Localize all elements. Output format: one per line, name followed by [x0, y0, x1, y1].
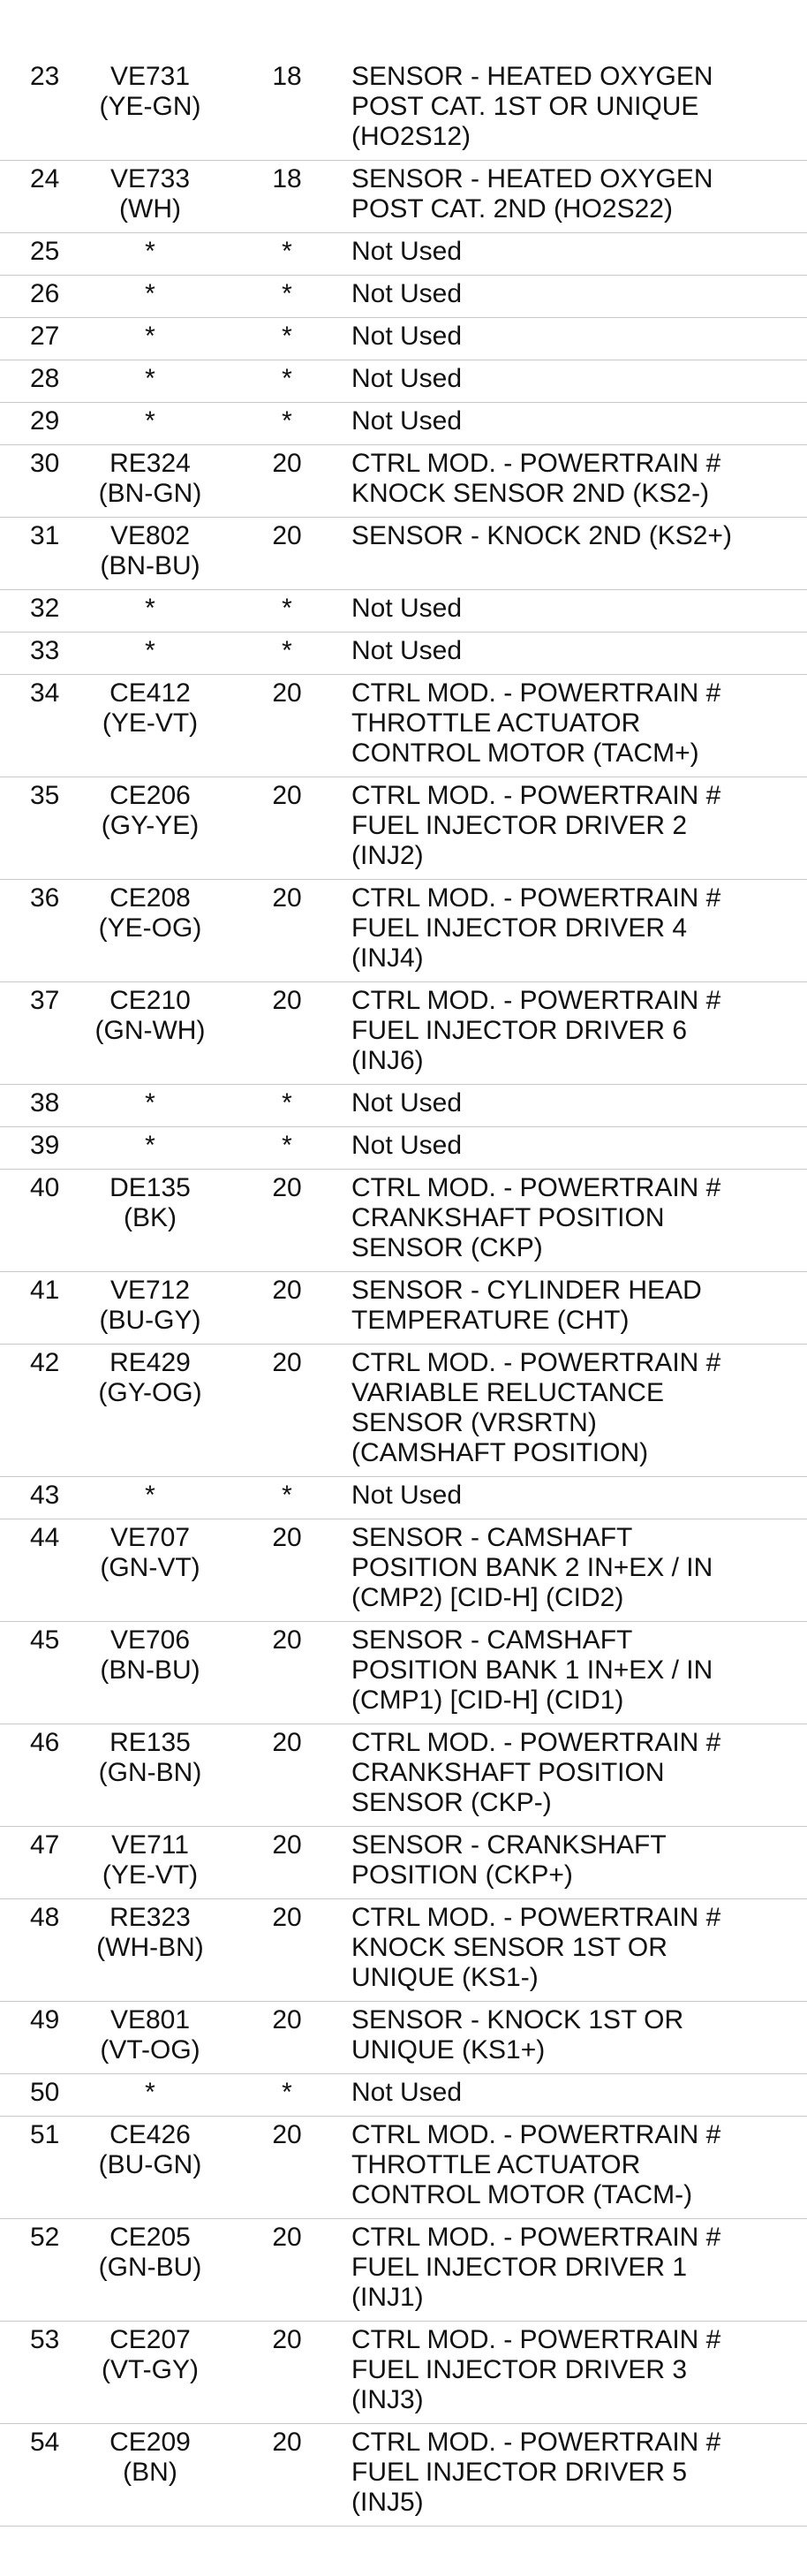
- description-line: KNOCK SENSOR 2ND (KS2-): [351, 479, 710, 508]
- description-line: Not Used: [351, 2078, 463, 2107]
- description-line: (INJ6): [351, 1046, 424, 1075]
- pin-number: 23: [30, 62, 60, 91]
- wire-color: (GN-BU): [98, 2253, 202, 2282]
- table-row: [0, 518, 807, 590]
- circuit-description: [351, 364, 793, 394]
- pin-number: 47: [30, 1830, 60, 1860]
- description-line: THROTTLE ACTUATOR: [351, 708, 641, 738]
- wire-gauge: 20: [272, 1348, 302, 1377]
- pin-number: 41: [30, 1276, 60, 1305]
- wire-gauge: 20: [272, 2005, 302, 2034]
- circuit-description: [351, 279, 793, 309]
- pin-number: 35: [30, 781, 60, 810]
- description-line: (HO2S12): [351, 122, 471, 151]
- description-line: Not Used: [351, 279, 463, 308]
- pin-number: 34: [30, 678, 60, 708]
- table-row: [0, 161, 807, 233]
- description-line: CONTROL MOTOR (TACM+): [351, 739, 699, 768]
- pin-number: 52: [30, 2223, 60, 2252]
- circuit-id: *: [145, 1088, 155, 1118]
- circuit-description: [351, 883, 793, 974]
- wire-code: [79, 237, 221, 267]
- pin-number: 50: [30, 2078, 60, 2107]
- circuit-description: [351, 1481, 793, 1511]
- table-row: [0, 2002, 807, 2074]
- description-line: TEMPERATURE (CHT): [351, 1306, 630, 1335]
- circuit-description: [351, 1088, 793, 1118]
- circuit-id: CE426: [109, 2120, 191, 2149]
- circuit-description: [351, 2078, 793, 2108]
- circuit-id: CE210: [109, 986, 191, 1015]
- wire-gauge: 20: [272, 1276, 302, 1305]
- circuit-description: [351, 781, 793, 871]
- wire-code: [79, 2428, 221, 2488]
- table-row: [0, 1085, 807, 1127]
- table-row: [0, 1519, 807, 1622]
- circuit-id: VE711: [111, 1830, 189, 1860]
- description-line: CTRL MOD. - POWERTRAIN #: [351, 781, 721, 810]
- wire-gauge: 20: [272, 2428, 302, 2457]
- wire-color: (GY-YE): [101, 811, 200, 840]
- circuit-description: [351, 1523, 793, 1613]
- wire-code: [79, 1830, 221, 1890]
- wire-gauge: 20: [272, 2325, 302, 2354]
- wire-color: (BN-GN): [98, 479, 202, 508]
- wire-color: (YE-VT): [102, 708, 199, 738]
- circuit-description: [351, 1276, 793, 1336]
- circuit-description: [351, 636, 793, 666]
- circuit-id: VE733: [109, 164, 191, 193]
- pin-number: 49: [30, 2005, 60, 2034]
- circuit-description: [351, 1131, 793, 1161]
- description-line: (INJ4): [351, 943, 424, 973]
- pin-number: 40: [30, 1173, 60, 1202]
- circuit-id: VE706: [109, 1625, 191, 1655]
- description-line: SENSOR (VRSRTN): [351, 1408, 597, 1437]
- table-row: [0, 1827, 807, 1899]
- table-row: [0, 1170, 807, 1272]
- wire-code: [79, 1523, 221, 1583]
- circuit-id: VE731: [109, 62, 191, 91]
- circuit-description: [351, 521, 793, 551]
- wire-code: [79, 1348, 221, 1408]
- wire-code: [79, 636, 221, 666]
- description-line: (INJ5): [351, 2488, 424, 2517]
- table-row: [0, 675, 807, 777]
- description-line: (INJ2): [351, 841, 424, 870]
- table-row: [0, 233, 807, 276]
- wire-gauge: 20: [272, 781, 302, 810]
- description-line: CRANKSHAFT POSITION: [351, 1203, 665, 1232]
- pin-number: 53: [30, 2325, 60, 2354]
- pin-number: 54: [30, 2428, 60, 2457]
- wire-gauge: *: [282, 1131, 292, 1160]
- wire-code: [79, 1625, 221, 1686]
- pin-number: 36: [30, 883, 60, 913]
- wire-code: [79, 1728, 221, 1788]
- wire-gauge: *: [282, 1088, 292, 1118]
- description-line: POSITION (CKP+): [351, 1860, 573, 1890]
- description-line: Not Used: [351, 364, 463, 393]
- circuit-description: [351, 2428, 793, 2518]
- wire-code: [79, 1173, 221, 1233]
- wire-color: (BN-BU): [100, 1655, 200, 1685]
- wire-code: [79, 2120, 221, 2180]
- circuit-id: VE801: [109, 2005, 191, 2034]
- circuit-id: CE209: [109, 2428, 191, 2457]
- wire-color: (BK): [124, 1203, 177, 1232]
- wire-code: [79, 986, 221, 1046]
- wire-color: (BN-BU): [100, 551, 200, 580]
- wire-code: [79, 449, 221, 509]
- wire-color: (YE-VT): [102, 1860, 199, 1890]
- description-line: CTRL MOD. - POWERTRAIN #: [351, 1728, 721, 1757]
- table-row: [0, 2322, 807, 2424]
- description-line: CTRL MOD. - POWERTRAIN #: [351, 986, 721, 1015]
- wire-gauge: 20: [272, 449, 302, 478]
- description-line: CRANKSHAFT POSITION: [351, 1758, 665, 1787]
- description-line: FUEL INJECTOR DRIVER 6: [351, 1016, 688, 1045]
- circuit-description: [351, 2005, 793, 2065]
- circuit-description: [351, 1728, 793, 1818]
- circuit-description: [351, 1173, 793, 1263]
- description-line: SENSOR - CYLINDER HEAD: [351, 1276, 702, 1305]
- wire-gauge: 20: [272, 1173, 302, 1202]
- description-line: CTRL MOD. - POWERTRAIN #: [351, 678, 721, 708]
- pin-number: 27: [30, 322, 60, 351]
- table-row: [0, 1622, 807, 1724]
- table-row: [0, 2424, 807, 2527]
- description-line: CTRL MOD. - POWERTRAIN #: [351, 1348, 721, 1377]
- table-row: [0, 1272, 807, 1345]
- wire-gauge: 20: [272, 1728, 302, 1757]
- wire-code: [79, 1088, 221, 1118]
- circuit-description: [351, 1348, 793, 1468]
- circuit-description: [351, 986, 793, 1076]
- table-row: [0, 1345, 807, 1477]
- description-line: FUEL INJECTOR DRIVER 1: [351, 2253, 688, 2282]
- circuit-description: [351, 2223, 793, 2313]
- wire-code: [79, 322, 221, 352]
- pin-number: 32: [30, 594, 60, 623]
- circuit-id: VE712: [109, 1276, 191, 1305]
- pin-number: 42: [30, 1348, 60, 1377]
- circuit-id: CE206: [109, 781, 191, 810]
- pin-number: 26: [30, 279, 60, 308]
- wire-color: (VT-GY): [102, 2355, 199, 2384]
- table-row: [0, 590, 807, 633]
- circuit-description: [351, 237, 793, 267]
- wire-gauge: 20: [272, 2223, 302, 2252]
- pin-number: 45: [30, 1625, 60, 1655]
- circuit-id: RE429: [109, 1348, 191, 1377]
- description-line: SENSOR - CRANKSHAFT: [351, 1830, 667, 1860]
- table-row: [0, 58, 807, 161]
- wire-color: (BN): [123, 2458, 177, 2487]
- wire-code: [79, 781, 221, 841]
- table-row: [0, 1899, 807, 2002]
- pin-number: 48: [30, 1903, 60, 1932]
- wire-gauge: 20: [272, 1625, 302, 1655]
- circuit-id: *: [145, 1131, 155, 1160]
- description-line: CTRL MOD. - POWERTRAIN #: [351, 2223, 721, 2252]
- description-line: (CMP1) [CID-H] (CID1): [351, 1686, 624, 1715]
- wire-gauge: *: [282, 1481, 292, 1510]
- description-line: POSITION BANK 1 IN+EX / IN: [351, 1655, 713, 1685]
- description-line: Not Used: [351, 322, 463, 351]
- table-row: [0, 633, 807, 675]
- description-line: CONTROL MOTOR (TACM-): [351, 2180, 693, 2209]
- wire-color: (GN-BN): [98, 1758, 202, 1787]
- table-row: [0, 982, 807, 1085]
- wire-gauge: 20: [272, 1903, 302, 1932]
- pin-number: 29: [30, 406, 60, 436]
- wire-gauge: 20: [272, 883, 302, 913]
- wire-gauge: *: [282, 406, 292, 436]
- wire-code: [79, 2325, 221, 2385]
- description-line: UNIQUE (KS1-): [351, 1963, 539, 1992]
- pin-number: 37: [30, 986, 60, 1015]
- circuit-description: [351, 1903, 793, 1993]
- description-line: (CAMSHAFT POSITION): [351, 1438, 649, 1467]
- circuit-id: RE324: [109, 449, 191, 478]
- circuit-description: [351, 164, 793, 224]
- wire-gauge: *: [282, 237, 292, 266]
- circuit-description: [351, 406, 793, 436]
- wire-color: (YE-GN): [99, 92, 201, 121]
- description-line: (INJ1): [351, 2283, 424, 2312]
- table-row: [0, 276, 807, 318]
- wire-code: [79, 2005, 221, 2065]
- wire-color: (VT-OG): [100, 2035, 200, 2065]
- pin-number: 24: [30, 164, 60, 193]
- pin-number: 25: [30, 237, 60, 266]
- wire-code: [79, 1481, 221, 1511]
- pin-number: 46: [30, 1728, 60, 1757]
- wire-code: [79, 1276, 221, 1336]
- description-line: SENSOR - CAMSHAFT: [351, 1625, 633, 1655]
- pinout-rows: [0, 58, 807, 2527]
- description-line: SENSOR (CKP): [351, 1233, 543, 1262]
- pin-number: 33: [30, 636, 60, 665]
- description-line: Not Used: [351, 406, 463, 436]
- circuit-id: *: [145, 322, 155, 351]
- table-row: [0, 360, 807, 403]
- circuit-id: *: [145, 237, 155, 266]
- description-line: Not Used: [351, 1131, 463, 1160]
- description-line: CTRL MOD. - POWERTRAIN #: [351, 449, 721, 478]
- description-line: Not Used: [351, 1088, 463, 1118]
- wire-code: [79, 279, 221, 309]
- wire-code: [79, 594, 221, 624]
- table-row: [0, 880, 807, 982]
- description-line: POST CAT. 1ST OR UNIQUE: [351, 92, 699, 121]
- table-row: [0, 2074, 807, 2117]
- description-line: SENSOR - HEATED OXYGEN: [351, 164, 713, 193]
- wire-code: [79, 164, 221, 224]
- pin-number: 30: [30, 449, 60, 478]
- pin-number: 39: [30, 1131, 60, 1160]
- description-line: UNIQUE (KS1+): [351, 2035, 546, 2065]
- wire-color: (WH-BN): [96, 1933, 204, 1962]
- table-row: [0, 403, 807, 445]
- description-line: CTRL MOD. - POWERTRAIN #: [351, 2428, 721, 2457]
- description-line: POSITION BANK 2 IN+EX / IN: [351, 1553, 713, 1582]
- wire-gauge: *: [282, 279, 292, 308]
- wire-code: [79, 678, 221, 739]
- pin-number: 38: [30, 1088, 60, 1118]
- description-line: (CMP2) [CID-H] (CID2): [351, 1583, 624, 1612]
- table-row: [0, 1477, 807, 1519]
- description-line: CTRL MOD. - POWERTRAIN #: [351, 1173, 721, 1202]
- wire-gauge: *: [282, 636, 292, 665]
- table-row: [0, 1724, 807, 1827]
- wire-code: [79, 364, 221, 394]
- description-line: CTRL MOD. - POWERTRAIN #: [351, 2325, 721, 2354]
- table-row: [0, 2219, 807, 2322]
- circuit-id: VE707: [109, 1523, 191, 1552]
- circuit-description: [351, 449, 793, 509]
- description-line: SENSOR - HEATED OXYGEN: [351, 62, 713, 91]
- description-line: SENSOR - CAMSHAFT: [351, 1523, 633, 1552]
- wire-gauge: *: [282, 364, 292, 393]
- description-line: FUEL INJECTOR DRIVER 2: [351, 811, 688, 840]
- wire-gauge: 18: [272, 62, 302, 91]
- table-row: [0, 318, 807, 360]
- circuit-description: [351, 322, 793, 352]
- description-line: FUEL INJECTOR DRIVER 3: [351, 2355, 688, 2384]
- description-line: FUEL INJECTOR DRIVER 4: [351, 913, 688, 943]
- wire-color: (YE-OG): [98, 913, 202, 943]
- wire-gauge: 20: [272, 1523, 302, 1552]
- wire-code: [79, 883, 221, 943]
- table-row: [0, 2117, 807, 2219]
- description-line: SENSOR - KNOCK 2ND (KS2+): [351, 521, 732, 550]
- wire-code: [79, 1131, 221, 1161]
- wire-gauge: *: [282, 2078, 292, 2107]
- description-line: THROTTLE ACTUATOR: [351, 2150, 641, 2179]
- pin-number: 43: [30, 1481, 60, 1510]
- wire-color: (BU-GY): [99, 1306, 201, 1335]
- circuit-description: [351, 594, 793, 624]
- circuit-id: CE412: [109, 678, 191, 708]
- circuit-id: *: [145, 406, 155, 436]
- table-row: [0, 777, 807, 880]
- wire-color: (WH): [119, 194, 181, 224]
- description-line: SENSOR - KNOCK 1ST OR: [351, 2005, 684, 2034]
- circuit-id: RE135: [109, 1728, 191, 1757]
- table-row: [0, 445, 807, 518]
- circuit-id: *: [145, 279, 155, 308]
- table-row: [0, 1127, 807, 1170]
- wire-color: (BU-GN): [98, 2150, 202, 2179]
- description-line: SENSOR (CKP-): [351, 1788, 552, 1817]
- circuit-id: *: [145, 636, 155, 665]
- wire-color: (GN-VT): [100, 1553, 200, 1582]
- wire-code: [79, 406, 221, 436]
- wire-code: [79, 2223, 221, 2283]
- wire-gauge: 18: [272, 164, 302, 193]
- description-line: KNOCK SENSOR 1ST OR: [351, 1933, 667, 1962]
- description-line: CTRL MOD. - POWERTRAIN #: [351, 883, 721, 913]
- description-line: Not Used: [351, 1481, 463, 1510]
- circuit-id: VE802: [109, 521, 191, 550]
- circuit-id: CE205: [109, 2223, 191, 2252]
- description-line: POST CAT. 2ND (HO2S22): [351, 194, 673, 224]
- wire-color: (GN-WH): [94, 1016, 206, 1045]
- wire-gauge: 20: [272, 678, 302, 708]
- description-line: (INJ3): [351, 2385, 424, 2414]
- wire-gauge: 20: [272, 986, 302, 1015]
- wire-gauge: *: [282, 594, 292, 623]
- description-line: VARIABLE RELUCTANCE: [351, 1378, 664, 1407]
- description-line: CTRL MOD. - POWERTRAIN #: [351, 1903, 721, 1932]
- wire-gauge: 20: [272, 1830, 302, 1860]
- circuit-description: [351, 2120, 793, 2210]
- circuit-id: RE323: [109, 1903, 191, 1932]
- pin-number: 44: [30, 1523, 60, 1552]
- circuit-id: CE207: [109, 2325, 191, 2354]
- circuit-id: DE135: [109, 1173, 191, 1202]
- pin-number: 51: [30, 2120, 60, 2149]
- description-line: Not Used: [351, 237, 463, 266]
- circuit-description: [351, 1625, 793, 1716]
- pin-number: 28: [30, 364, 60, 393]
- circuit-id: *: [145, 2078, 155, 2107]
- wire-gauge: 20: [272, 2120, 302, 2149]
- circuit-id: *: [145, 364, 155, 393]
- description-line: CTRL MOD. - POWERTRAIN #: [351, 2120, 721, 2149]
- description-line: FUEL INJECTOR DRIVER 5: [351, 2458, 688, 2487]
- description-line: Not Used: [351, 594, 463, 623]
- circuit-description: [351, 678, 793, 769]
- circuit-id: CE208: [109, 883, 191, 913]
- circuit-description: [351, 62, 793, 152]
- circuit-description: [351, 1830, 793, 1890]
- wire-code: [79, 62, 221, 122]
- wire-gauge: *: [282, 322, 292, 351]
- circuit-description: [351, 2325, 793, 2415]
- wire-code: [79, 521, 221, 581]
- wire-code: [79, 2078, 221, 2108]
- wire-gauge: 20: [272, 521, 302, 550]
- wire-code: [79, 1903, 221, 1963]
- circuit-id: *: [145, 1481, 155, 1510]
- description-line: Not Used: [351, 636, 463, 665]
- pin-number: 31: [30, 521, 60, 550]
- wire-color: (GY-OG): [98, 1378, 202, 1407]
- circuit-id: *: [145, 594, 155, 623]
